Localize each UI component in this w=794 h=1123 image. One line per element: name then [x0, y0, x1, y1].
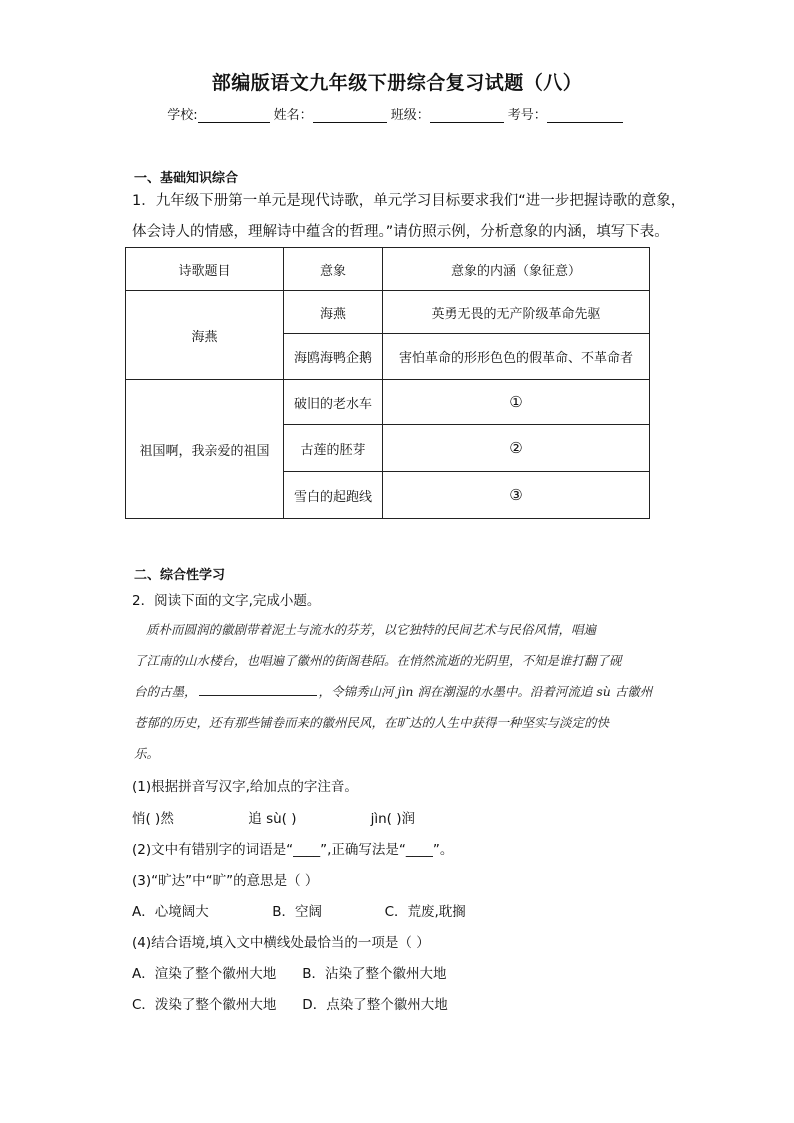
section1-heading: 一、基础知识综合 [134, 171, 239, 186]
passage-line: 质朴而圆润的徽剧带着泥土与流水的芬芳，以它独特的民间艺术与民俗风情，唱遍 [146, 622, 597, 637]
table-row [126, 380, 650, 425]
image-cell: 古莲的胚芽 [284, 425, 383, 472]
meaning-cell: 害怕革命的形形色色的假革命、不革命者 [383, 334, 650, 380]
name-label: 姓名： [273, 108, 313, 123]
section2-heading: 二、综合性学习 [134, 568, 226, 583]
class-blank[interactable] [430, 108, 504, 123]
subquestion-2: (2)文中有错别字的词语是“____”,正确写法是“____”。 [132, 842, 454, 858]
option-c[interactable]: C．荒废,耽搁 [384, 904, 466, 920]
exam-no-label: 考号： [507, 108, 547, 123]
answer-blank-2[interactable]: ② [383, 425, 650, 472]
name-blank[interactable] [313, 108, 387, 123]
pinyin-item[interactable]: 悄( )然 [132, 811, 174, 827]
passage-line: 了江南的山水楼台，也唱遍了徽州的街阁巷陌。在悄然流逝的光阴里，不知是谁打翻了砚 [134, 653, 622, 668]
poem-cell: 海燕 [126, 291, 284, 380]
subquestion-4: (4)结合语境,填入文中横线处最恰当的一项是（ ） [132, 935, 430, 951]
option-d[interactable]: D．点染了整个徽州大地 [302, 997, 448, 1013]
subquestion-1-items [132, 807, 415, 827]
page-title: 部编版语文九年级下册综合复习试题（八） [211, 72, 583, 94]
image-cell: 雪白的起跑线 [284, 472, 383, 519]
subquestion-4-options-row2 [132, 993, 448, 1013]
poem-cell: 祖国啊，我亲爱的祖国 [126, 380, 284, 519]
school-label: 学校: [167, 108, 198, 123]
pinyin-item[interactable]: jìn( )润 [370, 811, 415, 827]
header-meaning: 意象的内涵（象征意） [383, 248, 650, 291]
class-label: 班级： [390, 108, 430, 123]
imagery-table [125, 247, 650, 519]
answer-blank-3[interactable]: ③ [383, 472, 650, 519]
passage-line: 乐。 [134, 746, 160, 761]
answer-blank-1[interactable]: ① [383, 380, 650, 425]
passage-line [134, 676, 664, 707]
class-field[interactable] [391, 104, 506, 123]
subquestion-3-options [132, 900, 466, 920]
header-poem-title: 诗歌题目 [126, 248, 284, 291]
meaning-cell: 英勇无畏的无产阶级革命先驱 [383, 291, 650, 334]
exam-no-field[interactable] [508, 104, 625, 123]
school-field[interactable] [167, 104, 271, 123]
passage-fragment: ，令锦秀山河 jìn 润在潮湿的水墨中。沿着河流追 sù 古徽州 [318, 684, 653, 699]
table-row [126, 291, 650, 334]
image-cell: 海鸥海鸭企鹅 [284, 334, 383, 380]
subquestion-1: (1)根据拼音写汉字,给加点的字注音。 [132, 779, 358, 795]
option-a[interactable]: A．心境阔大 [132, 904, 209, 920]
reading-passage [134, 614, 664, 769]
passage-line: 苍郁的历史，还有那些铺卷而来的徽州民风，在旷达的人生中获得一种坚实与淡定的快 [134, 715, 610, 730]
student-info-line [0, 104, 794, 123]
exam-no-blank[interactable] [547, 108, 623, 123]
option-a[interactable]: A．渲染了整个徽州大地 [132, 966, 277, 982]
table-header-row [126, 248, 650, 291]
option-b[interactable]: B．空阔 [272, 904, 323, 920]
question1-line1: 1．九年级下册第一单元是现代诗歌，单元学习目标要求我们“进一步把握诗歌的意象， [132, 193, 686, 209]
question2-text: 2．阅读下面的文字,完成小题。 [132, 593, 321, 609]
header-image: 意象 [284, 248, 383, 291]
option-b[interactable]: B．沾染了整个徽州大地 [302, 966, 447, 982]
question1-line2: 体会诗人的情感，理解诗中蕴含的哲理。”请仿照示例，分析意象的内涵，填写下表。 [132, 224, 669, 240]
passage-fragment: 台的古墨， [134, 684, 197, 699]
name-field[interactable] [274, 104, 389, 123]
option-c[interactable]: C．泼染了整个徽州大地 [132, 997, 277, 1013]
passage-blank[interactable] [199, 681, 317, 696]
school-blank[interactable] [198, 108, 270, 123]
subquestion-4-options-row1 [132, 962, 447, 982]
image-cell: 破旧的老水车 [284, 380, 383, 425]
question1-text [132, 186, 686, 248]
pinyin-item[interactable]: 追 sù( ) [248, 811, 297, 827]
subquestion-3: (3)“旷达”中“旷”的意思是（ ） [132, 873, 319, 889]
image-cell: 海燕 [284, 291, 383, 334]
